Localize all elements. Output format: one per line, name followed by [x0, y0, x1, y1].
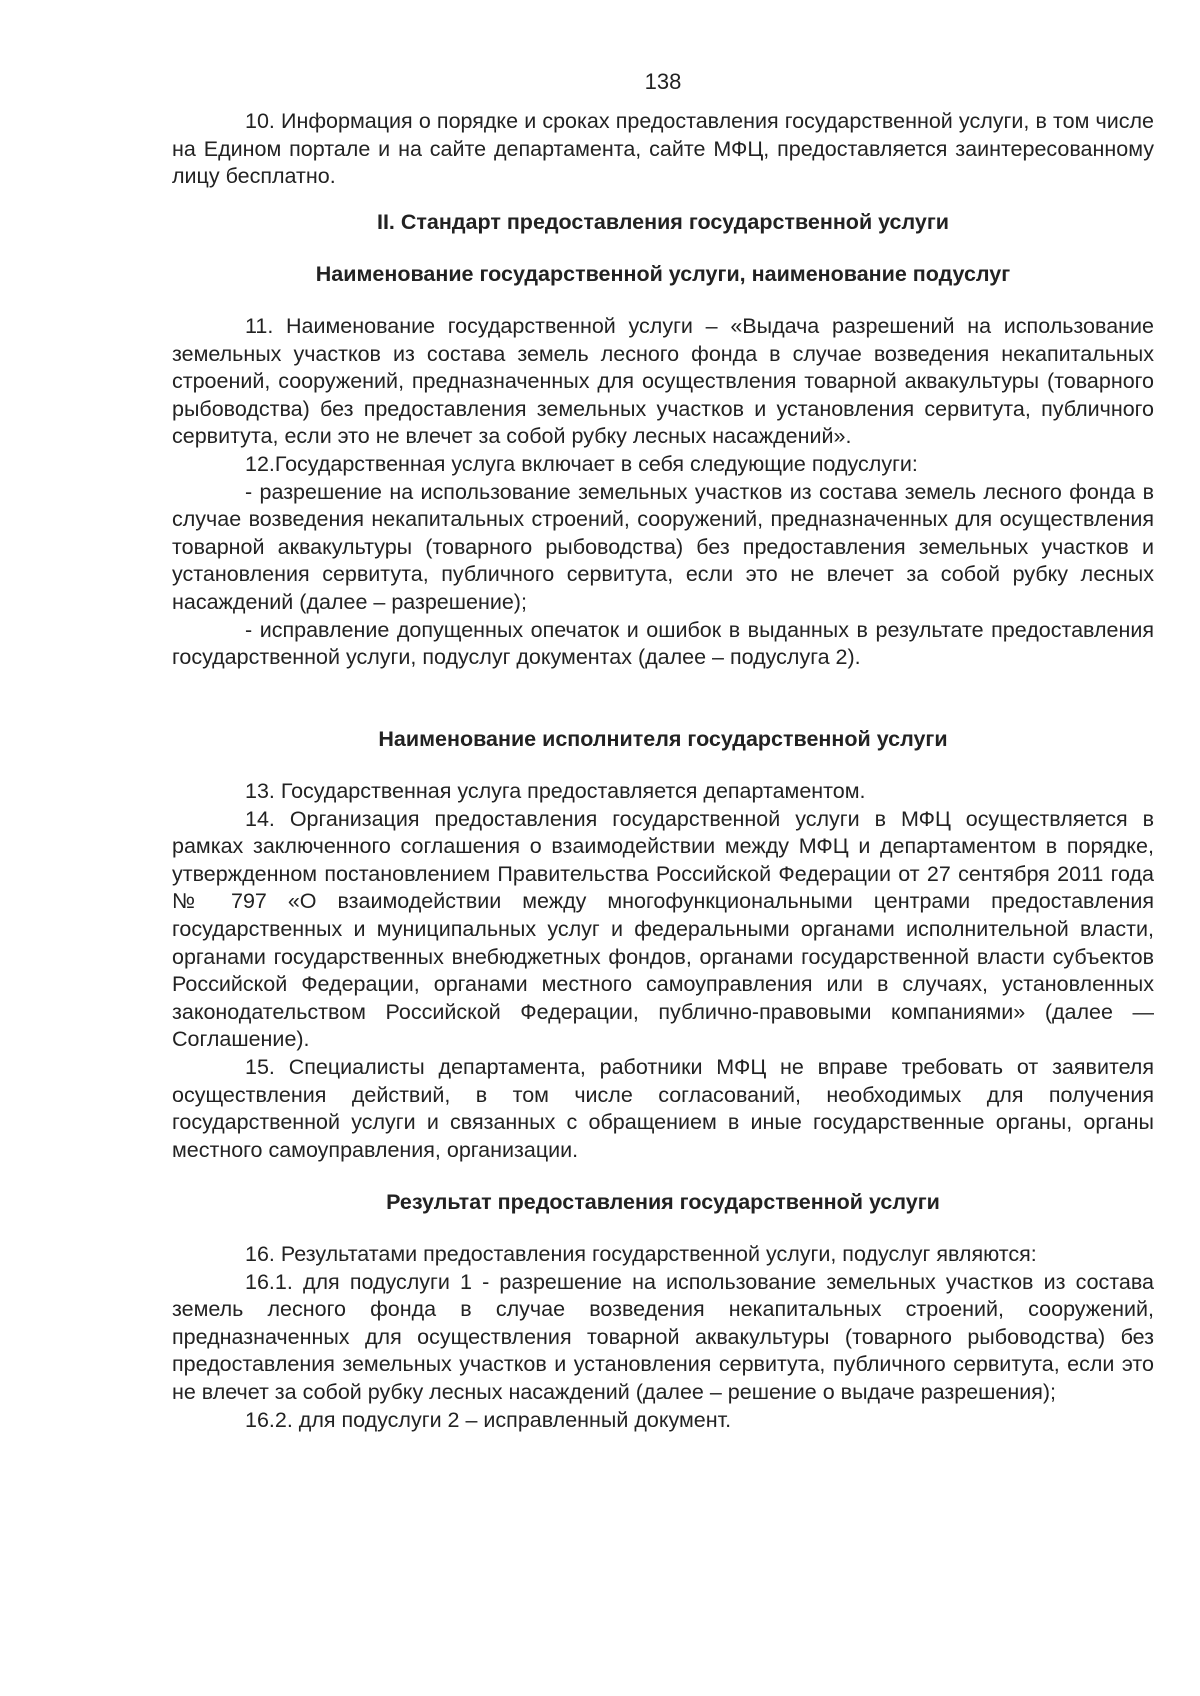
paragraph-10-block: [172, 108, 1154, 191]
section-2-title: II. Стандарт предоставления государственной услуги: [376, 210, 950, 234]
heading-service-name: Наименование государственной услуги, наименование подуслуг: [315, 262, 1011, 286]
paragraph-12-item-2: - исправление допущенных опечаток и ошибок в выданных в результате предоставления государственной услуги, подуслуг документах (далее – подуслуга 2).: [172, 617, 1154, 670]
paragraph-12-item-1: - разрешение на использование земельных участков из состава земель лесного фонда в случае возведения некапитальных строений, сооружений, предназначенных для осуществления товарной аквакультуры (товарного рыбоводства) без предоставления земельных участков и установления сервитута, публичного сервитута, если это не влечет за собой рубку лесных насаждений (далее – разрешение);: [172, 479, 1154, 614]
paragraph-16-1: 16.1. для подуслуги 1 - разрешение на использование земельных участков из состава земель лесного фонда в случае возведения некапитальных строений, сооружений, предназначенных для осуществления товарной аквакультуры (товарного рыбоводства) без предоставления земельных участков и установления сервитута, публичного сервитута, если это не влечет за собой рубку лесных насаждений (далее – решение о выдаче разрешения);: [172, 1269, 1154, 1404]
executor-block: [172, 778, 1154, 1164]
heading-result: Результат предоставления государственной услуги: [386, 1190, 940, 1214]
paragraph-16: 16. Результатами предоставления государственной услуги, подуслуг являются:: [245, 1242, 1037, 1266]
paragraph-16-2: 16.2. для подуслуги 2 – исправленный документ.: [245, 1407, 732, 1432]
paragraph-14: 14. Организация предоставления государственной услуги в МФЦ осуществляется в рамках заключенного соглашения о взаимодействии между МФЦ и департаментом в порядке, утвержденном постановлением Правительства Российской Федерации от 27 сентября 2011 года № 797 «О взаимодействии между многофункциональными центрами предоставления государственных и муниципальных услуг и федеральными органами исполнительной власти, органами государственных внебюджетных фондов, органами государственной власти субъектов Российской Федерации, органами местного самоуправления или в случаях, установленных законодательством Российской Федерации, публично-правовыми компаниями» (далее — Соглашение).: [172, 806, 1154, 1052]
page-number: 138: [644, 69, 682, 94]
paragraph-12: 12.Государственная услуга включает в себя следующие подуслуги:: [245, 451, 918, 476]
paragraph-15: 15. Специалисты департамента, работники МФЦ не вправе требовать от заявителя осуществления действий, в том числе согласований, необходимых для получения государственной услуги и связанных с обращением в иные государственные органы, органы местного самоуправления, организации.: [172, 1054, 1154, 1162]
paragraph-13: 13. Государственная услуга предоставляется департаментом.: [245, 779, 866, 803]
heading-executor: Наименование исполнителя государственной услуги: [378, 727, 948, 751]
paragraph-10: 10. Информация о порядке и сроках предоставления государственной услуги, в том числе на Едином портале и на сайте департамента, сайте МФЦ, предоставляется заинтересованному лицу бесплатно.: [172, 109, 1154, 189]
paragraph-11: 11. Наименование государственной услуги – «Выдача разрешений на использование земельных участков из состава земель лесного фонда в случае возведения некапитальных строений, сооружений, предназначенных для осуществления товарной аквакультуры (товарного рыбоводства) без предоставления земельных участков и установления сервитута, публичного сервитута, если это не влечет за собой рубку лесных насаждений».: [172, 314, 1154, 449]
result-block: [172, 1241, 1154, 1434]
service-name-block: [172, 313, 1154, 672]
